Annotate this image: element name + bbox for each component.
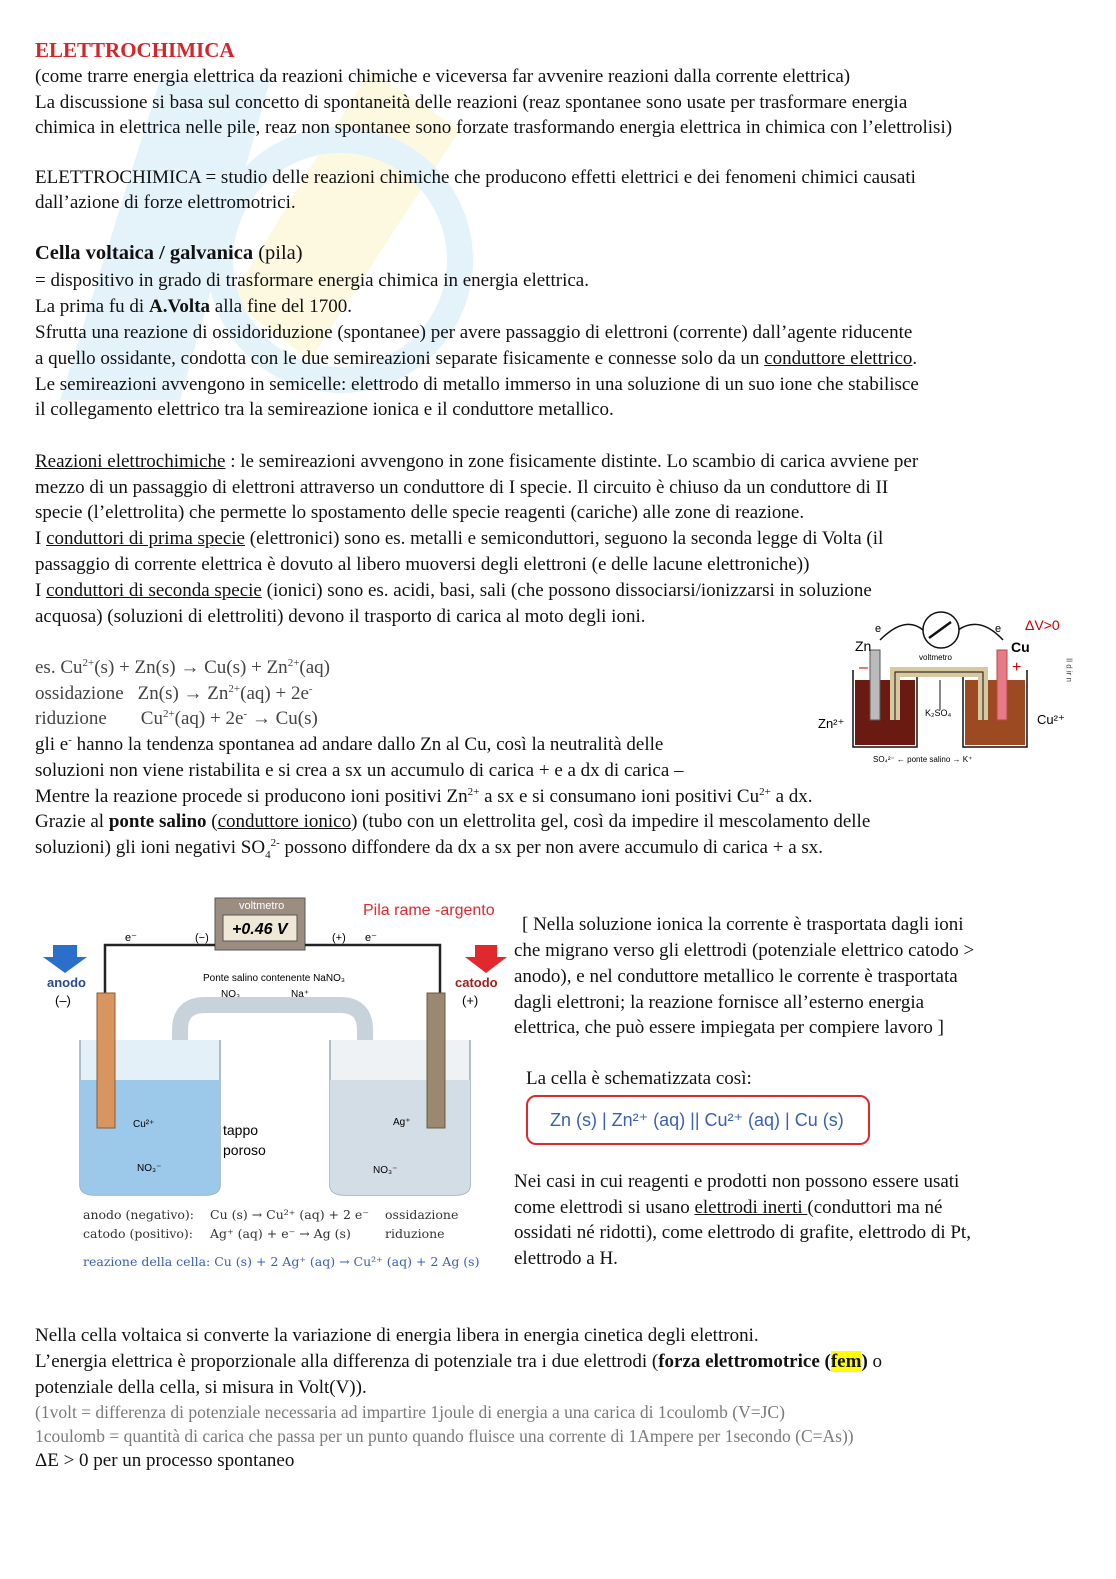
cella-line-4: [35, 346, 917, 372]
esempio-line-8: [35, 835, 823, 868]
inerti-line-1: Nei casi in cui reagenti e prodotti non possono essere usati: [514, 1171, 960, 1192]
fig2-no3-left: NO₃⁻: [137, 1163, 162, 1174]
inerti-l2-underline: elettrodi inerti: [694, 1197, 808, 1218]
fig2-catodo-sign: (+): [462, 993, 479, 1008]
fig2-e-left: e⁻: [125, 932, 137, 944]
cella-l2-post: alla fine del 1700.: [210, 296, 352, 317]
definition-line-2: dall’azione di forze elettromotrici.: [35, 192, 296, 213]
intro-line-2: La discussione si basa sul concetto di spontaneità delle reazioni (reaz spontanee sono usate per trasformare energia: [35, 92, 908, 113]
esempio-line-7: Grazie al ponte salino (conduttore ionico) (tubo con un elettrolita gel, così da impedire il mescolamento delle: [35, 811, 871, 832]
fig1-side: Il d ir n: [1064, 658, 1074, 683]
fig1-voltmetro: voltmetro: [919, 653, 952, 662]
finale-line-5: 1coulomb = quantità di carica che passa per un punto quando fluisce una corrente di 1Ampere per 1secondo (C=As)): [35, 1426, 854, 1446]
cella-l4-underline: conduttore elettrico: [764, 348, 913, 369]
bracket-line-3: anodo), e nel conduttore metallico le corrente è trasportata: [514, 966, 958, 987]
cella-l4-pre: a quello ossidante, condotta con le due semireazioni separate fisicamente e connesse solo da un: [35, 348, 765, 369]
cella-l4-post: .: [912, 348, 918, 369]
esempio-line-5: soluzioni non viene ristabilita e si crea a sx un accumulo di carica + e a dx di carica –: [35, 760, 684, 781]
red-c: → Cu(s): [247, 708, 318, 729]
ox-b: (aq) + 2e: [240, 683, 309, 704]
fig1-dv: ΔV>0: [1025, 617, 1060, 633]
finale-l2-post: o: [867, 1351, 883, 1372]
fig2-no3-arrow: NO₃: [221, 989, 241, 1000]
cella-heading-bold: Cella voltaica / galvanica: [35, 242, 254, 264]
inerti-l2-post: (conduttori ma né: [807, 1197, 943, 1218]
fig2-ag: Ag⁺: [393, 1117, 411, 1128]
es-l6-b: a sx e si consumano ioni positivi Cu: [479, 786, 760, 807]
fig1-e-right: e: [995, 623, 1002, 635]
reazioni-line-7: acquosa) (soluzioni di elettroliti) devono il trasporto di carica al moto degli ioni.: [35, 606, 646, 627]
fig2-r1-label: anodo (negativo):: [83, 1207, 195, 1222]
fig2-plus: (+): [332, 932, 346, 944]
fig2-na-arrow: Na⁺: [291, 989, 310, 1000]
es-reaction: [35, 655, 330, 681]
inerti-line-4: elettrodo a H.: [514, 1248, 618, 1269]
cella-l2-pre: La prima fu di: [35, 296, 149, 317]
es-l4-b: hanno la tendenza spontanea ad andare dallo Zn al Cu, così la neutralità delle: [71, 734, 664, 755]
fig1-cu: Cu: [1011, 639, 1030, 655]
cella-line-5: Le semireazioni avvengono in semicelle: elettrodo di metallo immerso in una soluzione di un suo ione che stabilisce: [35, 374, 919, 395]
es-l8-sub: 4: [265, 848, 271, 861]
es-l7-b: (tubo con un elettrolita gel, così da impedire il mescolamento delle: [357, 811, 871, 832]
fig2-anodo: anodo: [47, 975, 86, 990]
finale-line-2: [35, 1349, 882, 1375]
fig2-title: Pila rame -argento: [363, 902, 495, 919]
esempio-line-4: [35, 732, 663, 758]
reazioni-l6-underline: conduttori di seconda specie: [46, 580, 262, 601]
fig2-r3: reazione della cella: Cu (s) + 2 Ag⁺ (aq) → Cu²⁺ (aq) + 2 Ag (s): [83, 1254, 480, 1269]
fig2-reading: +0.46 V: [232, 921, 288, 938]
ox-a: Zn(s) → Zn: [137, 683, 229, 704]
fig2-minus: (−): [195, 932, 209, 944]
definition-line-1: ELETTROCHIMICA = studio delle reazioni chimiche che producono effetti elettrici e dei fenomeni chimici causati: [35, 167, 916, 188]
cella-line-2: [35, 294, 352, 320]
cella-heading: [35, 241, 303, 267]
fig2-no3-right: NO₃⁻: [373, 1165, 398, 1176]
es-l6-a: Mentre la reazione procede si producono ioni positivi Zn: [35, 786, 468, 807]
es-l6-sup-2: 2+: [759, 786, 771, 798]
es-l6-c: a dx.: [770, 786, 813, 807]
red-sup-2: -: [243, 708, 248, 720]
red-b: (aq) + 2e: [174, 708, 244, 729]
finale-line-4: (1volt = differenza di potenziale necessaria ad impartire 1joule di energia a una carica di 1coulomb (V=JC): [35, 1402, 785, 1422]
reazioni-l4-underline: conduttori di prima specie: [46, 528, 245, 549]
fig1-k2so4: K₂SO₄: [925, 708, 952, 718]
fig2-catodo: catodo: [455, 975, 498, 990]
fig2-r2-label: catodo (positivo):: [83, 1226, 194, 1241]
finale-line-3: potenziale della cella, si misura in Volt(V)).: [35, 1377, 367, 1398]
reazioni-line-1: [35, 449, 918, 475]
es-l8-sup: 2-: [270, 837, 280, 849]
reazioni-line-3: specie (l’elettrolita) che permette lo spostamento delle specie reagenti (cariche) alle zone di reazione.: [35, 502, 805, 523]
es-l4-a: gli e: [35, 734, 69, 755]
finale-l2-bold: forza elettromotrice (: [658, 1351, 831, 1372]
reazioni-line-2: mezzo di un passaggio di elettroni attraverso un conduttore di I specie. Il circuito è chiuso da un conduttore di II: [35, 477, 889, 498]
reazioni-line-5: passaggio di corrente elettrica è dovuto al libero muoversi degli elettroni (e delle lacune elettroniche)): [35, 554, 810, 575]
inerti-l2-pre: come elettrodi si usano: [514, 1197, 695, 1218]
reazioni-l4-pre: I: [35, 528, 47, 549]
bracket-line-5: elettrica, che può essere impiegata per compiere lavoro ]: [514, 1017, 944, 1038]
page-title: ELETTROCHIMICA: [35, 38, 235, 62]
reazioni-line-4: [35, 526, 883, 552]
ox-label: ossidazione: [35, 683, 124, 704]
fig1-zn2: Zn²⁺: [818, 716, 845, 731]
fig2-r2-type: riduzione: [385, 1226, 445, 1241]
es-l8-b: possono diffondere da dx a sx per non avere accumulo di carica + a sx.: [279, 837, 824, 858]
red-sup-1: 2+: [162, 708, 175, 720]
inerti-line-3: ossidati né ridotti), come elettrodo di grafite, elettrodo di Pt,: [514, 1222, 971, 1243]
cella-line-6: il collegamento elettrico tra la semireazione ionica e il conduttore metallico.: [35, 399, 614, 420]
intro-line-1: (come trarre energia elettrica da reazioni chimiche e viceversa far avvenire reazioni dalla corrente elettrica): [35, 66, 851, 87]
reazioni-l6-pre: I: [35, 580, 47, 601]
bracket-line-4: dagli elettroni; la reazione fornisce all’esterno energia: [514, 992, 925, 1013]
cella-line-3: Sfrutta una reazione di ossidoriduzione (spontanee) per avere passaggio di elettroni (corrente) dall’agente riducente: [35, 322, 913, 343]
es-a: (s) + Zn(s) → Cu(s) + Zn: [94, 657, 288, 678]
finale-l2-pre: L’energia elettrica è proporzionale alla differenza di potenziale tra i due elettrodi (: [35, 1351, 659, 1372]
fig2-tappo: tappo: [223, 1122, 259, 1138]
cella-line-1: = dispositivo in grado di trasformare energia chimica in energia elettrica.: [35, 270, 589, 291]
cella-heading-suffix: (pila): [253, 242, 303, 264]
fem-highlight: fem: [830, 1351, 862, 1372]
reazioni-line-6: [35, 578, 872, 604]
figure-cu-ag-cell: [35, 895, 515, 1285]
red-a: Cu: [140, 708, 163, 729]
ox-reaction: [35, 681, 313, 707]
es-l7-a: Grazie al: [35, 811, 109, 832]
fig2-cu2: Cu²⁺: [133, 1119, 155, 1130]
es-sup-2: 2+: [287, 657, 300, 669]
figure-zn-cu-cell: [815, 610, 1080, 772]
fig2-voltmetro: voltmetro: [239, 900, 285, 912]
fig2-r1-eq: Cu (s) → Cu²⁺ (aq) + 2 e⁻: [210, 1207, 369, 1222]
es-label: es. Cu: [35, 657, 83, 678]
fig2-poroso: poroso: [223, 1142, 266, 1158]
fig1-zn: Zn: [855, 638, 872, 654]
red-reaction: [35, 706, 318, 732]
es-b: (aq): [299, 657, 330, 678]
reazioni-l1-post: : le semireazioni avvengono in zone fisicamente distinte. Lo scambio di carica avviene per: [225, 451, 919, 472]
inerti-line-2: [514, 1195, 942, 1221]
fig1-cu2: Cu²⁺: [1037, 712, 1065, 727]
esempio-line-6: [35, 784, 813, 810]
reazioni-l4-post: (elettronici) sono es. metalli e semiconduttori, seguono la seconda legge di Volta (il: [245, 528, 884, 549]
bracket-line-2: che migrano verso gli elettrodi (potenziale elettrico catodo >: [514, 940, 975, 961]
fig1-bottom: SO₄²⁻ ← ponte salino → K⁺: [873, 755, 973, 764]
fig2-r1-type: ossidazione: [385, 1207, 459, 1222]
finale-line-6: ΔE > 0 per un processo spontaneo: [35, 1450, 295, 1471]
fig2-e-right: e⁻: [365, 932, 377, 944]
fig2-anodo-sign: (–): [55, 993, 71, 1008]
finale-l2-bold2: ): [861, 1351, 868, 1372]
finale-line-1: Nella cella voltaica si converte la variazione di energia libera in energia cinetica degli elettroni.: [35, 1325, 759, 1346]
red-label: riduzione: [35, 708, 107, 729]
cell-notation-box: [526, 1095, 870, 1145]
fig1-e-left: e: [875, 623, 882, 635]
fig1-plus: +: [1012, 659, 1022, 676]
es-l4-sup: -: [68, 734, 72, 746]
es-l8-a: soluzioni) gli ioni negativi SO: [35, 837, 266, 858]
es-sup-1: 2+: [82, 657, 95, 669]
intro-line-3: chimica in elettrica nelle pile, reaz non spontanee sono forzate trasformando energia elettrica in chimica con l’elettrolisi): [35, 117, 953, 138]
fig2-r2-eq: Ag⁺ (aq) + e⁻ → Ag (s): [210, 1226, 351, 1241]
es-l7-underline: conduttore ionico: [217, 811, 352, 832]
reazioni-l6-post: (ionici) sono es. acidi, basi, sali (che possono dissociarsi/ionizzarsi in soluzione: [261, 580, 872, 601]
es-l7-bold: ponte salino: [108, 811, 207, 832]
cell-notation: Zn (s) | Zn²⁺ (aq) || Cu²⁺ (aq) | Cu (s): [550, 1110, 844, 1130]
schema-caption: La cella è schematizzata così:: [526, 1068, 752, 1089]
fig2-ponte: Ponte salino contenente NaNO₃: [203, 973, 345, 984]
es-l6-sup-1: 2+: [467, 786, 480, 798]
ox-sup-1: 2+: [228, 683, 241, 695]
fig1-minus: –: [859, 659, 868, 676]
bracket-line-1: [ Nella soluzione ionica la corrente è trasportata dagli ioni: [522, 914, 964, 935]
ox-sup-2: -: [308, 683, 313, 695]
reazioni-l1-underline: Reazioni elettrochimiche: [35, 451, 226, 472]
cella-l2-bold: A.Volta: [148, 296, 211, 317]
